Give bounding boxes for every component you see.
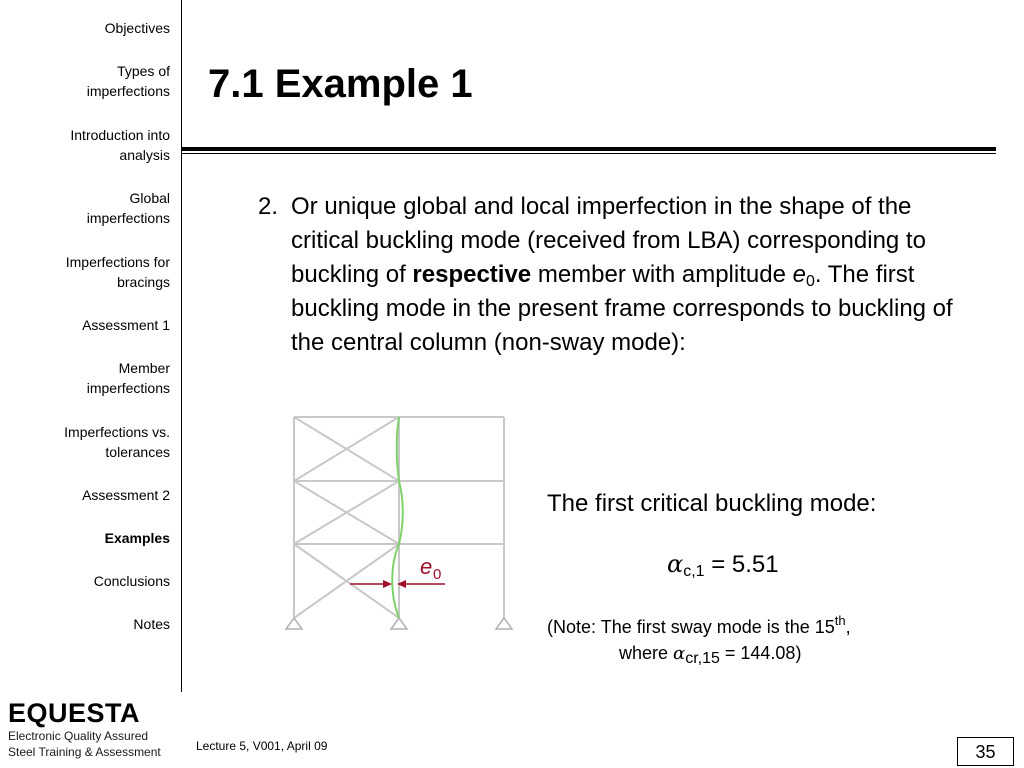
nav-item-label: imperfections <box>86 83 170 99</box>
paragraph-text-2: member with amplitude <box>531 261 793 288</box>
amplitude-label: e <box>420 554 433 579</box>
nav-item-types-of-imperfections[interactable] <box>5 61 170 101</box>
slide-title: 7.1 Example 1 <box>208 62 473 106</box>
nav-item-objectives[interactable] <box>5 18 170 38</box>
nav-item-notes[interactable] <box>5 614 170 634</box>
note-text-1: (Note: The first sway mode is the 15 <box>547 617 835 637</box>
logo-line-1: Electronic Quality Assured <box>8 729 149 743</box>
paragraph-text-3: . The first buckling mode in the present frame corresponds to buckling of the central column (non-sway mode): <box>291 261 953 356</box>
title-rule-thick <box>181 147 996 151</box>
logo-name: EQUESTA <box>8 698 141 728</box>
support-left <box>286 618 302 629</box>
nav-item-label: analysis <box>119 147 170 163</box>
nav-item-conclusions[interactable] <box>5 571 170 591</box>
amplitude-arrows <box>350 580 445 588</box>
amplitude-arrowhead-left <box>383 580 392 588</box>
equesta-logo <box>8 698 178 760</box>
paragraph-body <box>258 190 958 360</box>
nav-item-label: Conclusions <box>93 573 170 589</box>
frame-members <box>294 417 504 618</box>
nav-item-label: Assessment 2 <box>82 487 170 503</box>
frame-supports <box>286 618 512 629</box>
nav-item-label: Imperfections for <box>65 254 170 270</box>
support-right <box>496 618 512 629</box>
nav-item-examples[interactable] <box>5 528 170 548</box>
sidebar-nav <box>0 0 182 692</box>
nav-item-label: Notes <box>133 616 170 632</box>
nav-item-label: Imperfections vs. <box>64 424 170 440</box>
note-where: where <box>619 643 674 663</box>
note-alpha-subscript: cr,15 <box>685 650 720 667</box>
nav-item-assessment-1[interactable] <box>5 315 170 335</box>
nav-item-label: tolerances <box>105 444 170 460</box>
title-rule-thin <box>181 153 996 154</box>
alpha-c1-value <box>667 548 779 581</box>
nav-item-assessment-2[interactable] <box>5 485 170 505</box>
nav-item-label: Examples <box>104 530 170 546</box>
amplitude-subscript: 0 <box>805 273 815 290</box>
nav-item-global-imperfections[interactable] <box>5 188 170 228</box>
note-line-1 <box>547 614 851 640</box>
main-paragraph <box>258 190 958 360</box>
paragraph-bold-word: respective <box>412 261 532 288</box>
paragraph-number: 2. <box>258 193 279 220</box>
nav-item-label: Global <box>129 190 170 206</box>
nav-item-label: Assessment 1 <box>82 317 170 333</box>
nav-item-imperfections-for-bracings[interactable] <box>5 252 170 292</box>
note-alpha-symbol: α <box>673 643 686 664</box>
nav-item-label: imperfections <box>86 380 170 396</box>
amplitude-symbol: e <box>792 261 806 288</box>
nav-item-introduction-into-analysis[interactable] <box>5 125 170 165</box>
nav-item-label: Objectives <box>104 20 170 36</box>
logo-line-2: Steel Training & Assessment <box>8 745 161 759</box>
support-center <box>391 618 407 629</box>
note-line-2 <box>547 640 851 667</box>
note-value: = 144.08) <box>719 643 802 663</box>
alpha-value: = 5.51 <box>704 551 779 578</box>
note-superscript: th <box>834 613 846 628</box>
nav-item-label: Types of <box>117 63 170 79</box>
amplitude-label-subscript: 0 <box>433 566 442 583</box>
paragraph-text-1: Or unique global and local imperfection in the shape of the critical buckling mode (received from LBA) corresponding to buckling of <box>291 193 926 288</box>
alpha-symbol: α <box>667 550 684 578</box>
nav-item-label: bracings <box>117 274 170 290</box>
alpha-subscript: c,1 <box>683 563 705 580</box>
critical-mode-caption: The first critical buckling mode: <box>547 490 877 517</box>
lecture-footer: Lecture 5, V001, April 09 <box>196 739 328 753</box>
nav-item-member-imperfections[interactable] <box>5 358 170 398</box>
note-comma: , <box>845 617 851 637</box>
frame-buckling-diagram <box>280 410 520 635</box>
page-number: 35 <box>957 737 1014 766</box>
nav-item-label: Introduction into <box>70 127 170 143</box>
sway-mode-note <box>547 614 851 667</box>
nav-item-label: Member <box>118 360 170 376</box>
nav-item-imperfections-vs-tolerances[interactable] <box>5 422 170 462</box>
buckling-mode-shape <box>392 417 403 618</box>
nav-item-label: imperfections <box>86 210 170 226</box>
